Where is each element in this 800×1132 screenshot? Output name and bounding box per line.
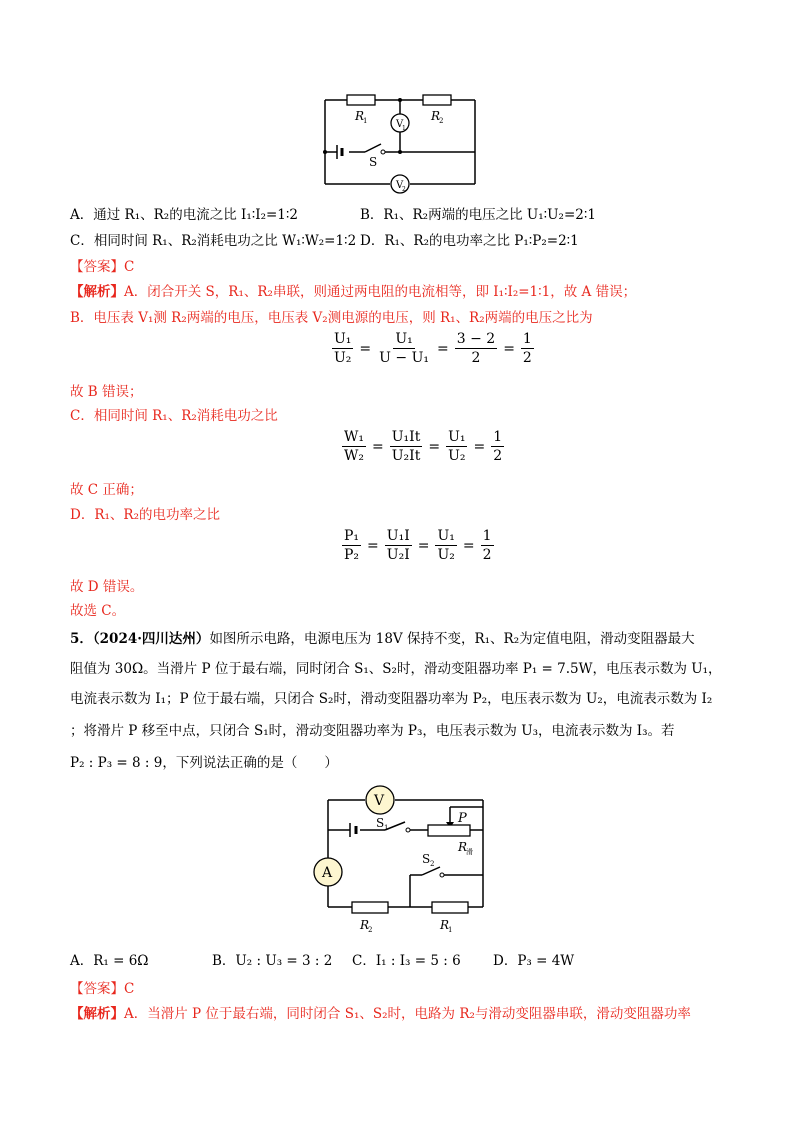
svg-text:1: 1 [402,125,406,132]
conclusion-c: 故 C 正确； [70,482,143,498]
svg-text:滑: 滑 [466,848,473,856]
resistor-r2 [423,95,451,105]
svg-text:1: 1 [363,117,368,125]
q5-option-d: D．P₃ = 4W [493,953,575,969]
svg-text:1: 1 [384,824,389,832]
q5-line-1: 5．（2024·四川达州）如图所示电路，电源电压为 18V 保持不变，R₁、R₂为定值电阻，滑动变阻器最大 [70,631,695,647]
conclusion-b: 故 B 错误； [70,384,143,400]
question-number: 5． [70,631,93,647]
svg-text:P: P [458,811,467,826]
analysis-c: C．相同时间 R₁、R₂消耗电功之比 [70,408,278,424]
svg-text:A: A [322,865,333,881]
svg-text:R: R [355,109,365,123]
svg-text:1: 1 [448,926,453,934]
q5-answer: 【答案】C [70,981,135,997]
q5-analysis: 【解析】A．当滑片 P 位于最右端，同时闭合 S₁、S₂时，电路为 R₂与滑动变阻器串联，滑动变阻器功率 [70,1006,691,1022]
svg-text:S: S [376,816,385,830]
q5-option-a: A．R₁ = 6Ω [70,953,149,969]
analysis-tag: 【解析】 [70,284,124,300]
rheostat [428,825,470,836]
final-choice: 故选 C。 [70,603,126,619]
equation-d: $\frac{\text{P₁}}{\text{P₂}}$ = $\frac{\text{U₁I}}{\text{U₂I}}$ = $\frac{\text{U₁}}{\text{U₂}}$ = $\frac{1}{2}$ [344,528,492,563]
resistor-r1 [347,95,375,105]
equation-b: $\frac{\text{U₁}}{\text{U₂}}$ = $\frac{\text{U₁}}{\text{U − U₁}}$ = $\frac{3 - 2}{2}$ = $\frac{1}{2}$ [334,331,532,366]
svg-text:2: 2 [402,186,406,193]
svg-text:V: V [374,793,385,809]
q5-line-5: P₂ : P₃ = 8 : 9，下列说法正确的是（ ） [70,755,338,771]
svg-text:S: S [422,852,431,866]
resistor-r2-q5 [352,902,388,913]
svg-text:R: R [360,918,370,932]
option-a: A．通过 R₁、R₂的电流之比 I₁∶I₂=1∶2 [70,207,298,223]
svg-text:V: V [396,180,404,191]
q5-line-3: 电流表示数为 I₁；P 位于最右端，只闭合 S₂时，滑动变阻器功率为 P₂，电压表示数为 U₂，电流表示数为 I₂ [70,691,713,707]
option-d: D．R₁、R₂的电功率之比 P₁∶P₂=2∶1 [360,233,579,249]
circuit-diagram-1 [315,88,490,198]
svg-text:S: S [369,155,378,169]
q5-option-c: C．I₁ : I₃ = 5 : 6 [352,953,461,969]
option-b: B．R₁、R₂两端的电压之比 U₁∶U₂=2∶1 [360,207,596,223]
svg-text:R: R [431,109,441,123]
q5-line-2: 阻值为 30Ω。当滑片 P 位于最右端，同时闭合 S₁、S₂时，滑动变阻器功率 P₁ = 7.5W，电压表示数为 U₁， [70,661,722,677]
analysis-d: D．R₁、R₂的电功率之比 [70,507,220,523]
svg-text:2: 2 [368,926,373,934]
q5-analysis-tag: 【解析】 [70,1006,124,1022]
svg-text:2: 2 [439,117,444,125]
equation-c: $\frac{\text{W₁}}{\text{W₂}}$ = $\frac{\text{U₁It}}{\text{U₂It}}$ = $\frac{\text{U₁}}{\text{U₂}}$ = $\frac{1}{2}$ [344,429,503,464]
analysis-a-text: A．闭合开关 S，R₁、R₂串联，则通过两电阻的电流相等，即 I₁∶I₂=1∶1，故 A 错误； [124,284,637,300]
q5-line-4: ；将滑片 P 移至中点，只闭合 S₁时，滑动变阻器功率为 P₃，电压表示数为 U₃，电流表示数为 I₃。若 [70,723,675,739]
circuit-diagram-2 [310,785,500,935]
svg-text:V: V [396,119,404,130]
svg-text:2: 2 [430,860,435,868]
analysis-a [70,283,636,301]
svg-text:R: R [440,918,450,932]
question-source: （2024·四川达州） [92,631,210,647]
conclusion-d: 故 D 错误。 [70,579,144,595]
svg-text:R: R [458,840,468,854]
resistor-r1-q5 [432,902,468,913]
analysis-b: B．电压表 V₁测 R₂两端的电压，电压表 V₂测电源的电压，则 R₁、R₂两端的电压之比为 [70,310,593,326]
option-c: C．相同时间 R₁、R₂消耗电功之比 W₁∶W₂=1∶2 [70,233,357,249]
answer-label: 【答案】C [70,259,135,275]
q5-option-b: B．U₂ : U₃ = 3 : 2 [212,953,333,969]
